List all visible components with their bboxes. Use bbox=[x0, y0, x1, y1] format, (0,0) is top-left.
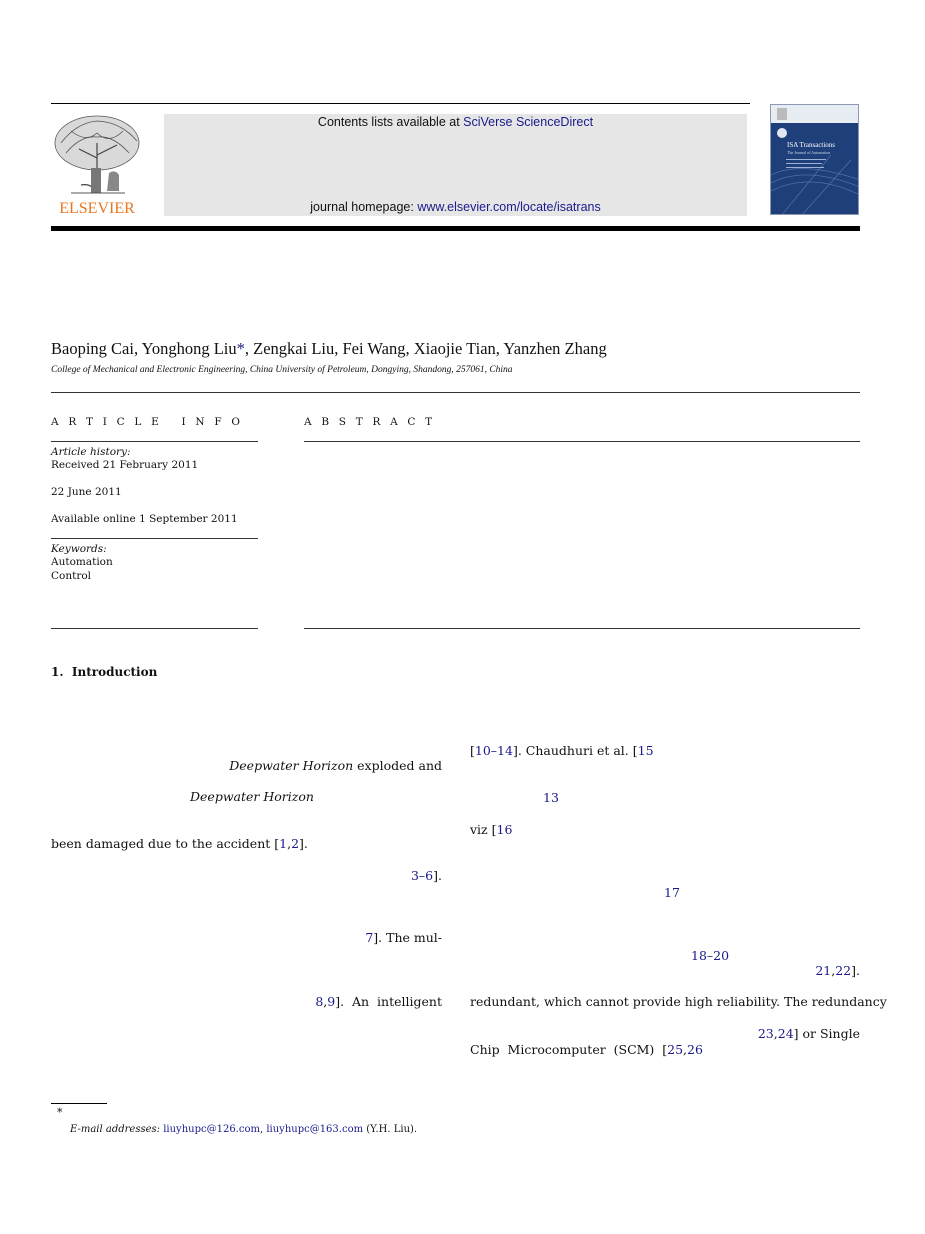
revised-date: 22 June 2011 bbox=[51, 486, 122, 498]
authors-part2: , Zengkai Liu, Fei Wang, Xiaojie Tian, Yanzhen Zhang bbox=[244, 339, 607, 358]
article-history-label: Article history: bbox=[51, 446, 131, 458]
right-col-line: redundant, which cannot provide high reliability. The redundancy bbox=[470, 994, 887, 1009]
text: Chip Microcomputer (SCM) [ bbox=[470, 1042, 668, 1057]
ital-ship-name: Deepwater Horizon bbox=[190, 789, 314, 804]
text: exploded and bbox=[353, 758, 442, 773]
citation-link[interactable]: 17 bbox=[664, 885, 680, 900]
abstract-heading: A B S T R A C T bbox=[304, 416, 436, 428]
contents-prefix: Contents lists available at bbox=[317, 115, 464, 129]
keywords-label: Keywords: bbox=[51, 543, 107, 555]
citation-link[interactable]: 15 bbox=[637, 743, 654, 758]
left-col-line: 8,9]. An intelligent bbox=[315, 994, 442, 1009]
ital-ship-name: Deepwater Horizon bbox=[229, 758, 354, 773]
footnote-star: * bbox=[57, 1106, 63, 1119]
elsevier-logo bbox=[51, 113, 144, 217]
citation-link[interactable]: 24 bbox=[777, 1026, 794, 1041]
citation-link[interactable]: 16 bbox=[496, 822, 513, 837]
affiliation: College of Mechanical and Electronic Engineering, China University of Petroleum, Dongying, Shandong, 257061, China bbox=[51, 365, 513, 375]
citation-link[interactable]: 21 bbox=[815, 963, 832, 978]
article-info-heading: A R T I C L E I N F O bbox=[51, 416, 244, 428]
received-date: Received 21 February 2011 bbox=[51, 459, 199, 471]
right-col-line bbox=[470, 743, 654, 758]
author-list bbox=[51, 339, 607, 359]
citation-link[interactable]: 8 bbox=[315, 994, 324, 1009]
right-col-line: 23,24] or Single bbox=[757, 1026, 860, 1041]
right-col-line: 21,22]. bbox=[815, 963, 860, 978]
divider bbox=[304, 441, 860, 442]
corresponding-author-star[interactable]: * bbox=[236, 339, 245, 358]
right-col-line bbox=[543, 790, 559, 805]
journal-homepage-link[interactable]: www.elsevier.com/locate/isatrans bbox=[417, 200, 601, 214]
text: ]. bbox=[851, 963, 860, 978]
left-col-line: been damaged due to the accident [1,2]. bbox=[51, 836, 308, 851]
divider bbox=[51, 441, 258, 442]
right-col-line bbox=[691, 948, 729, 963]
text: ]. An intelligent bbox=[335, 994, 442, 1009]
keyword-item: Control bbox=[51, 570, 92, 582]
sciencedirect-link[interactable]: SciVerse ScienceDirect bbox=[463, 115, 594, 129]
text: ]. bbox=[299, 836, 308, 851]
text: ]. Chaudhuri et al. [ bbox=[512, 743, 638, 758]
right-col-line bbox=[664, 885, 680, 900]
citation-link[interactable]: 18–20 bbox=[691, 948, 730, 963]
text: (Y.H. Liu). bbox=[363, 1124, 418, 1135]
citation-link[interactable]: 13 bbox=[543, 790, 559, 805]
divider bbox=[51, 538, 258, 539]
left-col-line bbox=[411, 868, 442, 883]
text: ]. bbox=[433, 868, 442, 883]
citation-link[interactable]: 1 bbox=[279, 836, 288, 851]
cover-title: ISA Transactions bbox=[787, 141, 836, 149]
footnote-rule bbox=[51, 1103, 107, 1104]
email-link[interactable]: liuyhupc@163.com bbox=[266, 1124, 364, 1135]
online-date: Available online 1 September 2011 bbox=[51, 513, 238, 525]
homepage-prefix: journal homepage: bbox=[310, 200, 418, 214]
citation-link[interactable]: 25 bbox=[667, 1042, 684, 1057]
publisher-name: ELSEVIER bbox=[59, 200, 135, 217]
divider bbox=[51, 628, 258, 629]
homepage-line bbox=[164, 200, 747, 214]
section-heading-introduction: 1. Introduction bbox=[51, 665, 158, 679]
citation-link[interactable]: 22 bbox=[835, 963, 852, 978]
journal-cover-thumbnail bbox=[770, 104, 859, 215]
footnote-email bbox=[70, 1124, 417, 1135]
cover-subtitle: The Journal of Automation bbox=[787, 150, 831, 155]
citation-link[interactable]: 3–6 bbox=[410, 868, 434, 883]
email-link[interactable]: liuyhupc@126.com bbox=[163, 1124, 260, 1135]
left-col-line bbox=[229, 758, 442, 773]
divider bbox=[51, 392, 860, 393]
left-col-line bbox=[190, 789, 314, 804]
header-top-rule bbox=[51, 103, 750, 104]
left-col-line bbox=[365, 930, 442, 945]
divider bbox=[304, 628, 860, 629]
citation-link[interactable]: 7 bbox=[365, 930, 374, 945]
header-thick-rule bbox=[51, 226, 860, 231]
text: [ bbox=[470, 743, 475, 758]
citation-link[interactable]: 9 bbox=[327, 994, 336, 1009]
text: been damaged due to the accident [ bbox=[51, 836, 280, 851]
citation-link[interactable]: 10–14 bbox=[474, 743, 513, 758]
right-col-line bbox=[470, 822, 512, 837]
email-label: E-mail addresses: bbox=[70, 1124, 164, 1135]
authors-part1: Baoping Cai, Yonghong Liu bbox=[51, 339, 237, 358]
keyword-item: Automation bbox=[51, 556, 113, 568]
text: ] or Single bbox=[793, 1026, 860, 1041]
contents-line bbox=[164, 115, 747, 129]
citation-link[interactable]: 26 bbox=[687, 1042, 703, 1057]
citation-link[interactable]: 2 bbox=[291, 836, 300, 851]
citation-link[interactable]: 23 bbox=[757, 1026, 774, 1041]
text: viz [ bbox=[470, 822, 497, 837]
right-col-line: Chip Microcomputer (SCM) [25,26 bbox=[470, 1042, 703, 1057]
text: ]. The mul- bbox=[373, 930, 442, 945]
text: , bbox=[259, 1124, 267, 1135]
